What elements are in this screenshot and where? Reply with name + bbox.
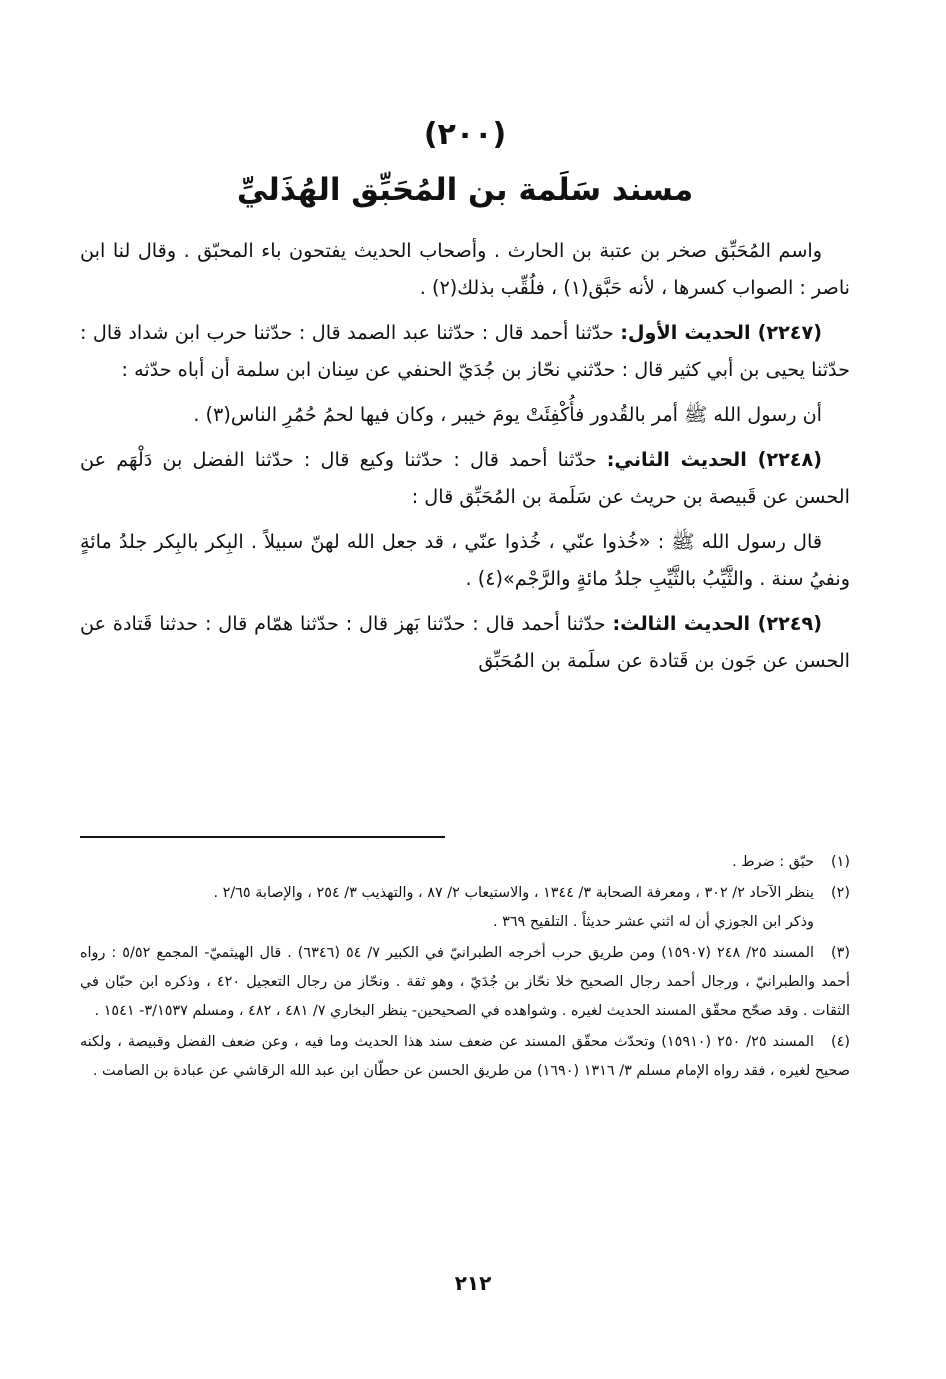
footnote-3-text: المسند ٢٥/ ٢٤٨ (١٥٩٠٧) ومن طريق حرب أخرجه الطبرانيّ في الكبير ٧/ ٥٤ (٦٣٤٦) . قال الهيثميّ- المجمع ٥/٥٢ : رواه أحمد والطبرانيّ ، ورجال أحمد رجال الصحيح خلا نحّاز بن جُدَيّ ، وهو ثقة . ونحّاز من رجال التعجيل ٤٢٠ ، وذكره ابن حبّان في الثقات . وقد صحّح محقّق المسند الحديث لغيره . وشواهده في الصحيحين- ينظر البخاري ٧/ ٤٨١ ، ٤٨٢ ، ومسلم ٣/١٥٣٧- ١٥٤١ . [80, 945, 850, 1019]
hadith-3-isnad-text: حدّثنا أحمد قال : حدّثنا بَهز قال : حدّثنا همّام قال : حدثنا قَتادة عن الحسن عن جَون بن قَتادة عن سلَمة بن المُحَبِّق [80, 612, 850, 672]
hadith-1-isnad-text: حدّثنا أحمد قال : حدّثنا عبد الصمد قال : حدّثنا حرب ابن شداد قال : حدّثنا يحيى بن أبي كثير قال : حدّثني نحّاز بن جُدَيّ الحنفي عن سِنان ابن سلمة أن أباه حدّثه : [80, 321, 850, 381]
hadith-2-isnad [80, 441, 850, 515]
page-body [80, 110, 850, 687]
footnote-2-number: (٢) [831, 885, 850, 901]
footnote-3 [80, 939, 850, 1026]
page-number: ٢١٢ [454, 1271, 492, 1295]
chapter-title: مسند سَلَمة بن المُحَبِّق الهُذَليِّ [236, 172, 694, 208]
hadith-1-isnad [80, 314, 850, 388]
hadith-3-heading: (٢٢٤٩) الحديث الثالث: [612, 612, 822, 635]
intro-paragraph: واسم المُحَبِّق صخر بن عتبة بن الحارث . وأصحاب الحديث يفتحون باء المحبّق . وقال لنا ابن ناصر : الصواب كسرها ، لأنه حَبَّق(١) ، فلُقِّب بذلك(٢) . [80, 239, 850, 299]
footnote-2-extra: وذكر ابن الجوزي أن له اثني عشر حديثاً . التلقيح ٣٦٩ . [492, 914, 814, 930]
footnote-separator [80, 836, 445, 838]
footnote-4-number: (٤) [831, 1034, 850, 1050]
hadith-2-isnad-text: حدّثنا أحمد قال : حدّثنا وكيع قال : حدّثنا الفضل بن دَلْهَم عن الحسن عن قَبيصة بن حريث عن سَلَمة بن المُحَبِّق قال : [80, 448, 850, 508]
hadith-2-matn: قال رسول الله ﷺ : «خُذوا عنّي ، خُذوا عنّي ، قد جعل الله لهنّ سبيلاً . البِكر بالبِكر جلدُ مائةٍ ونفيُ سنة . والثَّيِّبُ بالثَّيِّبِ جلدُ مائةٍ والرَّجْم»(٤) . [80, 530, 850, 590]
footnote-3-number: (٣) [831, 945, 850, 961]
footnote-2-text: ينظر الآحاد ٢/ ٣٠٢ ، ومعرفة الصحابة ٣/ ١٣٤٤ ، والاستيعاب ٢/ ٨٧ ، والتهذيب ٣/ ٢٥٤ ، والإصابة ٢/٦٥ . [213, 885, 814, 901]
hadith-3-isnad [80, 605, 850, 679]
footnote-4 [80, 1028, 850, 1086]
hadith-1-heading: (٢٢٤٧) الحديث الأول: [620, 321, 822, 344]
footnote-4-text: المسند ٢٥/ ٢٥٠ (١٥٩١٠) وتحدّث محقّق المسند عن ضعف سند هذا الحديث وما فيه ، وعن ضعف الفضل وقبيصة ، ولكنه صحيح لغيره ، فقد رواه الإمام مسلم ٣/ ١٣١٦ (١٦٩٠) من طريق الحسن عن حطّان ابن عبد الله الرقاشي عن عبادة بن الصامت . [80, 1034, 850, 1079]
hadith-1-matn: أن رسول الله ﷺ أمر بالقُدور فأُكْفِئَتْ يومَ خيبر ، وكان فيها لحمُ حُمُرِ الناس(٣) . [193, 403, 822, 426]
footnote-1-number: (١) [831, 854, 850, 870]
footnote-1 [80, 848, 850, 877]
chapter-number: (٢٠٠) [423, 117, 507, 152]
footnote-2 [80, 879, 850, 937]
hadith-2-heading: (٢٢٤٨) الحديث الثاني: [606, 448, 823, 471]
footnote-1-text: حبّق : ضرط . [732, 854, 814, 870]
footnotes [80, 848, 850, 1088]
